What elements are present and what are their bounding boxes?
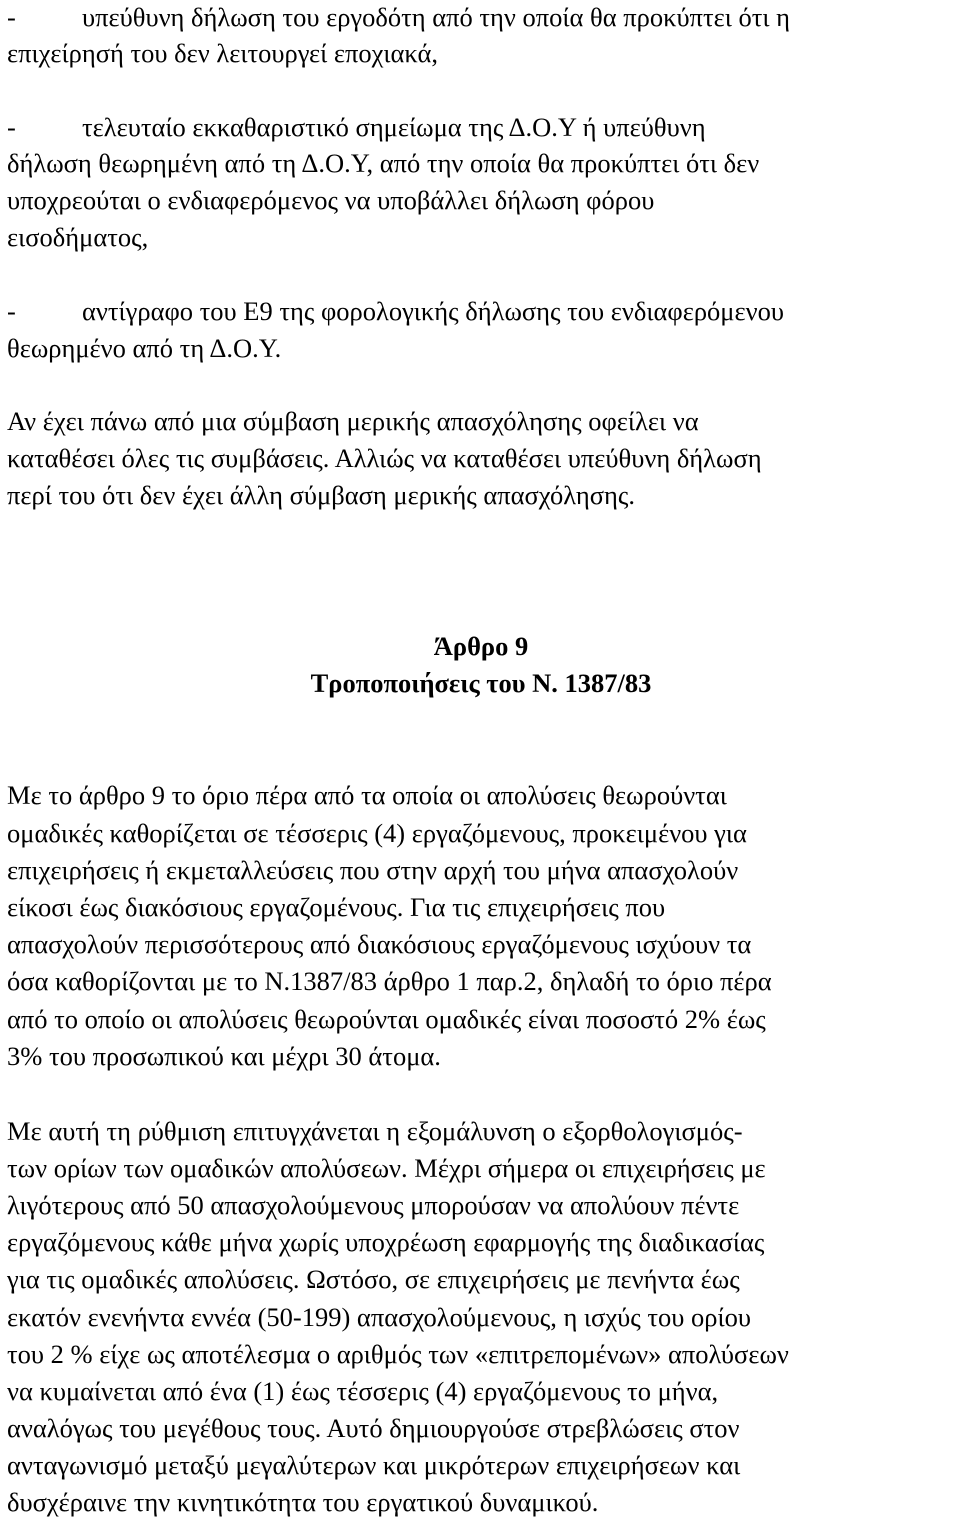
paragraph-line: δυσχέραινε την κινητικότητα του εργατικού δυναμικού.	[7, 1487, 599, 1517]
bullet-dash: -	[7, 2, 16, 32]
paragraph-line: περί του ότι δεν έχει άλλη σύμβαση μερικής απασχόλησης.	[7, 480, 635, 510]
bullet-line	[7, 296, 784, 326]
bullet-text: τελευταίο εκκαθαριστικό σημείωμα της Δ.Ο.Υ ή υπεύθυνη	[82, 112, 706, 142]
paragraph-line: Με αυτή τη ρύθμιση επιτυγχάνεται η εξομάλυνση ο εξορθολογισμός-	[7, 1116, 743, 1146]
paragraph-line: να κυμαίνεται από ένα (1) έως τέσσερις (4) εργαζόμενους το μήνα,	[7, 1376, 719, 1406]
paragraph-line: Αν έχει πάνω από μια σύμβαση μερικής απασχόλησης οφείλει να	[7, 406, 699, 436]
article-heading: Άρθρο 9	[433, 631, 529, 661]
paragraph-line: καταθέσει όλες τις συμβάσεις. Αλλιώς να καταθέσει υπεύθυνη δήλωση	[7, 443, 762, 473]
paragraph-line: για τις ομαδικές απολύσεις. Ωστόσο, σε επιχειρήσεις με πενήντα έως	[7, 1264, 740, 1294]
paragraph-line: ομαδικές καθορίζεται σε τέσσερις (4) εργαζόμενους, προκειμένου για	[7, 818, 747, 848]
paragraph-line: επιχειρήσεις ή εκμεταλλεύσεις που στην αρχή του μήνα απασχολούν	[7, 855, 739, 885]
bullet-continuation: εισοδήματος,	[7, 222, 149, 252]
paragraph-line: Με το άρθρο 9 το όριο πέρα από τα οποία οι απολύσεις θεωρούνται	[7, 780, 727, 810]
paragraph-line: των ορίων των ομαδικών απολύσεων. Μέχρι σήμερα οι επιχειρήσεις με	[7, 1153, 766, 1183]
paragraph-line: όσα καθορίζονται με το Ν.1387/83 άρθρο 1 παρ.2, δηλαδή το όριο πέρα	[7, 966, 772, 996]
bullet-text: αντίγραφο του Ε9 της φορολογικής δήλωσης του ενδιαφερόμενου	[82, 296, 784, 326]
bullet-line	[7, 2, 790, 32]
paragraph-line: ανταγωνισμό μεταξύ μεγαλύτερων και μικρότερων επιχειρήσεων και	[7, 1450, 741, 1480]
bullet-dash: -	[7, 112, 16, 142]
bullet-continuation: θεωρημένο από τη Δ.Ο.Υ.	[7, 333, 282, 363]
bullet-continuation: υποχρεούται ο ενδιαφερόμενος να υποβάλλει δήλωση φόρου	[7, 185, 655, 215]
bullet-continuation: δήλωση θεωρημένη από τη Δ.Ο.Υ, από την οποία θα προκύπτει ότι δεν	[7, 148, 760, 178]
article-subheading: Τροποποιήσεις του Ν. 1387/83	[310, 668, 652, 698]
bullet-text: υπεύθυνη δήλωση του εργοδότη από την οποία θα προκύπτει ότι η	[82, 2, 790, 32]
paragraph-line: από το οποίο οι απολύσεις θεωρούνται ομαδικές είναι ποσοστό 2% έως	[7, 1004, 766, 1034]
paragraph-line: 3% του προσωπικού και μέχρι 30 άτομα.	[7, 1041, 441, 1071]
paragraph-line: του 2 % είχε ως αποτέλεσμα ο αριθμός των «επιτρεπομένων» απολύσεων	[7, 1339, 789, 1369]
paragraph-line: απασχολούν περισσότερους από διακόσιους εργαζόμενους ισχύουν τα	[7, 929, 752, 959]
paragraph-line: είκοσι έως διακόσιους εργαζομένους. Για τις επιχειρήσεις που	[7, 892, 666, 922]
paragraph-line: αναλόγως του μεγέθους τους. Αυτό δημιουργούσε στρεβλώσεις στον	[7, 1413, 740, 1443]
bullet-dash: -	[7, 296, 16, 326]
paragraph-line: εργαζόμενους κάθε μήνα χωρίς υποχρέωση εφαρμογής της διαδικασίας	[7, 1227, 765, 1257]
paragraph-line: εκατόν ενενήντα εννέα (50-199) απασχολούμενους, η ισχύς του ορίου	[7, 1302, 751, 1332]
bullet-line	[7, 112, 706, 142]
bullet-continuation: επιχείρησή του δεν λειτουργεί εποχιακά,	[7, 38, 439, 68]
paragraph-line: λιγότερους από 50 απασχολούμενους μπορούσαν να απολύουν πέντε	[7, 1190, 740, 1220]
